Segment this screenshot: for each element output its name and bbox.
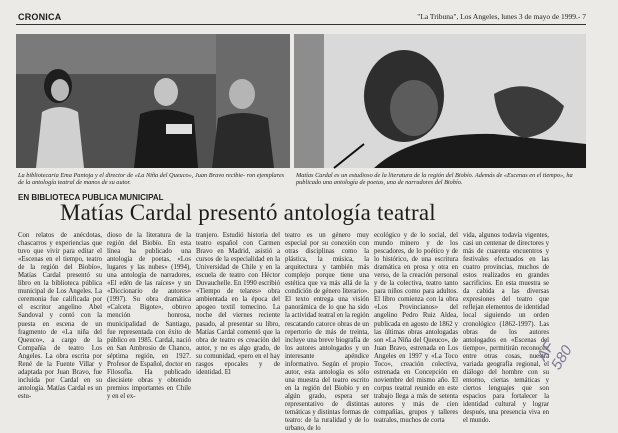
article-column-6: vida, algunos todavía vigentes, casi un centenar de directores y más de cuarenta encuentros y festivales efectuados en las cuatro provincias, muchos de estos realizados en grandes sacrificios. En esta muestra se da cabida a las diversas expresiones del teatro que reflejan elementos de identidad local siguiendo un orden cronológico (1862-1997). Las obras de los autores antologados en «Escenas del tiempo», permitirán reconocer, entre otras cosas, nuestra variada geografía regional, el diálogo del hombre con su entorno, ciertas temáticas y ciertos lenguajes que son espacios para fortalecer la identidad cultural y lograr después, una presencia viva en el mundo. — [463, 232, 549, 425]
photo-ceremony-image — [16, 34, 290, 168]
section-title: CRONICA — [18, 12, 62, 22]
photo-author-image — [294, 34, 586, 168]
photo-author — [294, 34, 586, 168]
article-column-2: dioso de la literatura de la región del Biobío. En esta línea ha publicado una antología de poetas, «Los lugares y las nubes» (1994), una antología de narradores, «El edén de las raíces» y un «Diccionario de autores» (1997). Su obra dramática «Calceta Bigote», obtuvo mención honrosa, municipalidad de Santiago, fue representada con éxito de público en 1985. Cardal, nació en San Ambrosio de Chanco, séptima región, en 1927. Profesor de Español, doctor en Filosofía. Ha publicado diecisiete obras y obtenido premios importantes en Chile y en el ex- — [107, 232, 191, 400]
header-rule — [16, 24, 586, 25]
article-column-1: Con relatos de anécdotas, chascarros y experiencias que tuvo que vivir para editar el «Escenas en el tiempo, teatro de la región del Biobío», Matías Cardal presentó su libro en la biblioteca pública municipal de Los Angeles. La ceremonia fue calificada por el escritor angelino Abel Sandoval y contó con la puesta en escena de un fragmento de «La niña del Queuco», a cargo de la Compañía de teatro Los Angeles. La obra escrita por René de la Fuente Villar y adaptada por Juan Bravo, fue incluida por Cardal en su antología. Matías Cardal es un estu- — [18, 232, 102, 400]
article-kicker: EN BIBLIOTECA PUBLICA MUNICIPAL — [18, 193, 164, 202]
archive-stamp: AF 580 — [533, 338, 576, 373]
article-column-5: ecológico y de lo social, del mundo minero y de los pescadores, de lo poético y de lo histórico, de una escritura dramática en prosa y otra en verso, de la creación personal y de la colectiva, teatro tanto para niños como para adultos. El libro comienza con la obra «Los Provincianos» del angelino Pedro Ruiz Aldea, publicada en agosto de 1862 y las últimas obras antologadas son «La Niña del Queuco», de Juan Bravo, estrenada en Los Angeles en 1997 y «La Toco Toco», creación colectiva, estrenada en Concepción en noviembre del mismo año. El corpus teatral reunido en este trabajo llega a más de setenta autores y más de cien compañías, grupos y talleres teatrales, muchos de corta — [374, 232, 458, 425]
photo-caption-left: La bibliotecaria Ema Pantoja y el director de «La Niña del Queuco», Juan Bravo recibie- ron ejemplares de la antología teatral de manos de su autor. — [18, 172, 285, 187]
photo-caption-right: Matías Cardal es un estudioso de la literatura de la región del Biobío. Además de «Escenas en el tiempo», ha publicado una antología de poetas, una de narradores del Biobío. — [296, 172, 573, 187]
article-column-4: teatro es un género muy especial por su conexión con otras disciplinas como la plástica, la música, la arquitectura y también más complejo porque tiene una estética que va más allá de la condición de género literario». El texto entrega una visión panorámica de lo que ha sido la actividad teatral en la región rescatando catorce obras de un repertorio de más de treinta, incluye una breve biografía de los autores antologados y un interesante apéndice informativo. Según el propio autor, esta antología es sólo una muestra del teatro escrito en la región del Biobío y en algún grado, espera ser representativo de distintas temáticas y distintas formas de teatro: de la ruralidad y de lo urbano, de lo — [285, 232, 369, 433]
article-headline: Matías Cardal presentó antología teatral — [60, 200, 436, 225]
newspaper-dateline: "La Tribuna", Los Angeles, lunes 3 de mayo de 1999.- 7 — [417, 12, 586, 21]
article-column-3: tranjero. Estudió historia del teatro español con Carmen Bravo en Madrid, asistió a cursos de la especialidad en la Universidad de Chile y en la escuela de teatro con Héctor Duvauchelle. En 1990 escribió «Tiempo de telares» obra ambientada en la época del apogeo textil tomecino. La noche del viernes reciente pasado, al presentar su libro, Matías Cardal comentó que la obra de teatro es creación del autor, y no es algo grado, de su comunidad, «pero en el hay rasgos epocales y de identidad. El — [196, 232, 280, 376]
photo-ceremony — [16, 34, 290, 168]
